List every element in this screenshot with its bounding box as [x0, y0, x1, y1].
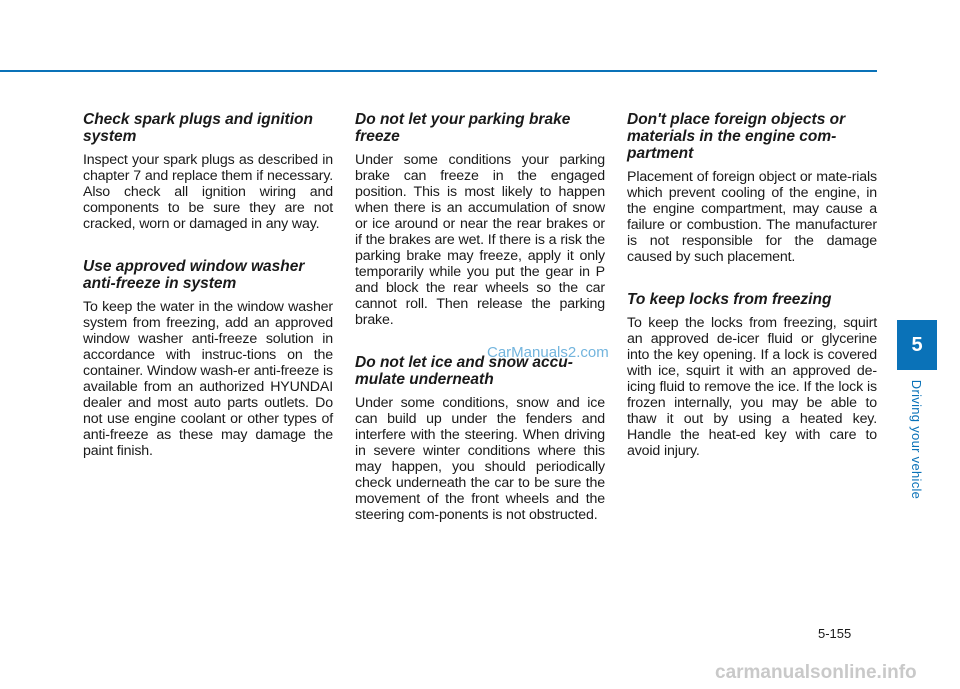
section-body-locks: To keep the locks from freezing, squirt an approved de-icer fluid or glycerine into the key opening. If a lock is covered with ice, squirt it with an approved de-icing fluid to remove the ice. If the lock is frozen internally, you may be able to thaw it out by using a heated key. Handle the heat-ed key with care to avoid injury. — [627, 315, 877, 459]
section-heading-locks: To keep locks from freezing — [627, 291, 832, 308]
watermark-bottom: carmanualsonline.info — [715, 662, 917, 683]
section-body-foreign-objects: Placement of foreign object or mate-rials which prevent cooling of the engine, in the engine compartment, may cause a failure or combustion. The manufacturer is not responsible for the damage caused by such placement. — [627, 169, 877, 265]
section-heading-washer-antifreeze: Use approved window washer anti-freeze in system — [83, 258, 305, 292]
column-3 — [627, 111, 877, 485]
section-body-washer-antifreeze: To keep the water in the window washer system from freezing, add an approved window washer anti-freeze solution in accordance with instruc-tions on the container. Window wash-er anti-freeze is available from an authorized HYUNDAI dealer and most auto parts outlets. Do not use engine coolant or other types of anti-freeze as these may damage the paint finish. — [83, 299, 333, 459]
section-body-parking-brake: Under some conditions your parking brake can freeze in the engaged position. This is most likely to happen when there is an accumulation of snow or ice around or near the rear brakes or if the brakes are wet. If there is a risk the parking brake may freeze, apply it only temporarily while you put the gear in P and block the rear wheels so the car cannot roll. Then release the parking brake. — [355, 152, 605, 328]
chapter-tab: 5 — [897, 320, 937, 370]
page-number: 5-155 — [818, 626, 852, 641]
watermark-mid: CarManuals2.com — [487, 344, 609, 361]
column-2 — [355, 111, 605, 549]
section-heading-ice-snow: Do not let ice and snow accu-mulate underneath — [355, 354, 573, 388]
chapter-label-text: Driving your vehicle — [909, 379, 925, 499]
column-1 — [83, 111, 333, 485]
header-rule — [0, 70, 877, 72]
section-body-spark-plugs: Inspect your spark plugs as described in chapter 7 and replace them if necessary. Also check all ignition wiring and components to be sure they are not cracked, worn or damaged in any way. — [83, 152, 333, 232]
section-heading-spark-plugs: Check spark plugs and ignition system — [83, 111, 313, 145]
section-body-ice-snow: Under some conditions, snow and ice can build up under the fenders and interfere with the steering. When driving in severe winter conditions where this may happen, you should periodically check underneath the car to be sure the movement of the front wheels and the steering com-ponents is not obstructed. — [355, 395, 605, 523]
section-heading-foreign-objects: Don't place foreign objects or materials in the engine com-partment — [627, 111, 846, 162]
chapter-side-label — [902, 378, 932, 500]
section-heading-parking-brake: Do not let your parking brake freeze — [355, 111, 571, 145]
